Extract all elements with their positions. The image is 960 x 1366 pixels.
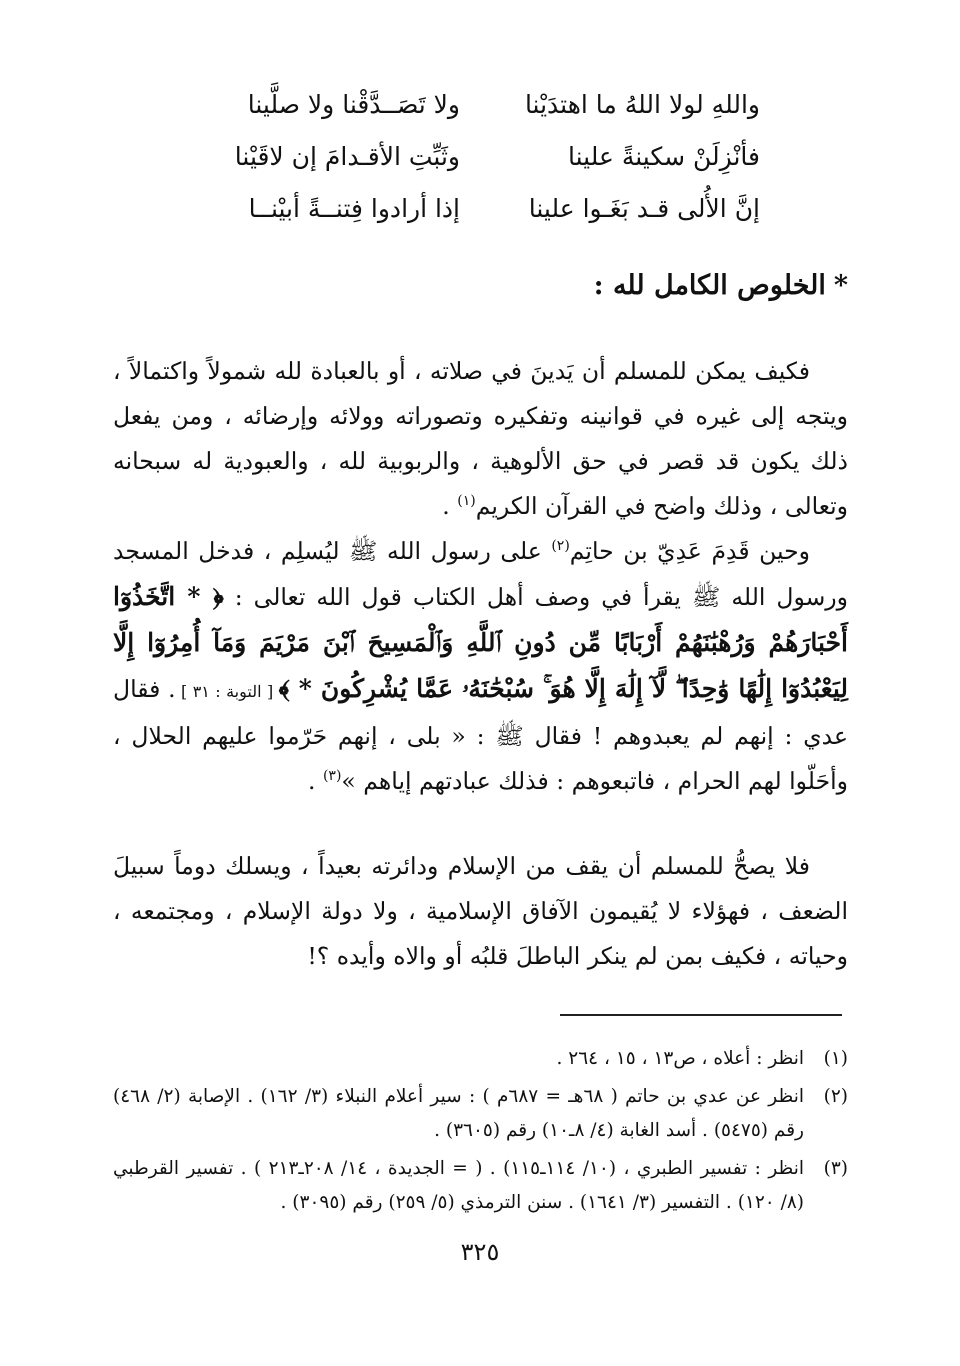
poem-second-hemistich: ولا تَصَــدَّقْنا ولا صلَّينا xyxy=(247,89,460,119)
star-icon: * xyxy=(833,270,848,301)
paragraph-1-end: . xyxy=(442,491,458,520)
poem-line xyxy=(200,130,760,182)
paragraph-2-end: . xyxy=(307,766,323,795)
footnote-item xyxy=(113,1080,848,1148)
footnote-text: انظر عن عدي بن حاتم ( ٦٨هـ = ٦٨٧م ) : سير أعلام النبلاء (٣/ ١٦٢) . الإصابة (٢/ ٤٦٨) رقم (٥٤٧٥) . أسد الغابة (٤/ ٨ـ١٠) رقم (٣٦٠٥) . xyxy=(113,1086,804,1141)
paragraph-3 xyxy=(113,844,848,979)
poem-block xyxy=(200,78,760,234)
poem-line xyxy=(200,78,760,130)
verse-reference: [ التوبة : ٣١ ] xyxy=(175,681,279,701)
footnote-ref-3[interactable]: (٣) xyxy=(322,767,342,784)
poem-second-hemistich: إذا أرادوا فِتنــةً أبيْنــا xyxy=(248,193,460,223)
quran-verse: ﴿ * اتَّخَذُوٓا أَحْبَارَهُمْ وَرُهْبَٰنَهُمْ أَرْبَابًا مِّن دُونِ ٱللَّهِ وَٱلْمَسِيحَ ٱبْنَ مَرْيَمَ وَمَآ أُمِرُوٓا إِلَّا لِيَعْبُدُوٓا إِلَٰهًا وَٰحِدًا ۖ لَّآ إِلَٰهَ إِلَّا هُوَ ۚ سُبْحَٰنَهُۥ عَمَّا يُشْرِكُونَ * ﴾ xyxy=(113,581,849,703)
paragraph-1 xyxy=(113,349,848,529)
footnote-number: (١) xyxy=(823,1048,848,1069)
page-number: ٣٢٥ xyxy=(460,1238,500,1266)
footnote-ref-2[interactable]: (٢) xyxy=(551,537,570,554)
poem-line xyxy=(200,182,760,234)
footnote-number: (٢) xyxy=(823,1086,848,1107)
footnote-text: انظر : أعلاه ، ص١٣ ، ١٥ ، ٢٦٤ . xyxy=(556,1048,804,1069)
footnote-item xyxy=(113,1152,848,1220)
footnotes xyxy=(113,1042,848,1224)
section-heading xyxy=(594,270,848,301)
paragraph-3-text: فلا يصحُّ للمسلم أن يقف من الإسلام ودائرته بعيداً ، ويسلك دوماً سبيلَ الضعف ، فهؤلاء لا يُقيمون الآفاق الإسلامية ، ولا دولة الإسلام ، ومجتمعه ، وحياته ، فكيف بمن لم ينكر الباطلَ قلبُه أو والاه وأيده ؟! xyxy=(113,851,848,970)
poem-second-hemistich: وثَبِّتِ الأقـدامَ إن لاقَيْنا xyxy=(234,141,460,171)
footnote-text: انظر : تفسير الطبري ، (١٠/ ١١٤ـ١١٥) . ( = الجديدة ، ١٤/ ٢٠٨ـ٢١٣ ) . تفسير القرطبي (٨/ ١٢٠) . التفسير (٣/ ١٦٤١) . سنن الترمذي (٥/ ٢٥٩) رقم (٣٠٩٥) . xyxy=(113,1158,804,1213)
footnote-item xyxy=(113,1042,848,1076)
poem-first-hemistich: واللهِ لولا اللهُ ما اهتدَيْنا xyxy=(524,89,760,119)
poem-first-hemistich: إنَّ الأُلى قـد بَغَـوا علينا xyxy=(528,193,760,223)
footnote-number: (٣) xyxy=(823,1158,848,1179)
paragraph-2-part2: على رسول الله ﷺ ليُسلِم ، فدخل المسجد ورسول الله ﷺ يقرأ في وصف أهل الكتاب قول الله تعالى : xyxy=(113,536,848,611)
section-heading-title: الخلوص الكامل لله : xyxy=(593,270,826,301)
paragraph-2-part1: وحين قَدِمَ عَدِيّ بن حاتِم xyxy=(569,536,811,565)
footnote-ref-1[interactable]: (١) xyxy=(457,492,476,509)
poem-first-hemistich: فأنْزِلَنْ سكينةً علينا xyxy=(567,141,760,171)
footnote-divider xyxy=(560,1014,842,1016)
paragraph-2-part3: . فقال عدي : إنهم لم يعبدوهم ! فقال ﷺ : « بلى ، إنهم حَرّموا عليهم الحلال ، وأحَلّوا لهم الحرام ، فاتبعوهم : فذلك عبادتهم إياهم » xyxy=(113,674,848,795)
paragraph-2 xyxy=(113,529,848,804)
paragraph-1-text: فكيف يمكن للمسلم أن يَدينَ في صلاته ، أو بالعبادة لله شمولاً واكتمالاً ، ويتجه إلى غيره في قوانينه وتفكيره وتصوراته وولائه وإرضائه ، ومن يفعل ذلك يكون قد قصر في حق الألوهية ، والربوبية لله ، والعبودية له سبحانه وتعالى ، وذلك واضح في القرآن الكريم xyxy=(113,356,848,520)
